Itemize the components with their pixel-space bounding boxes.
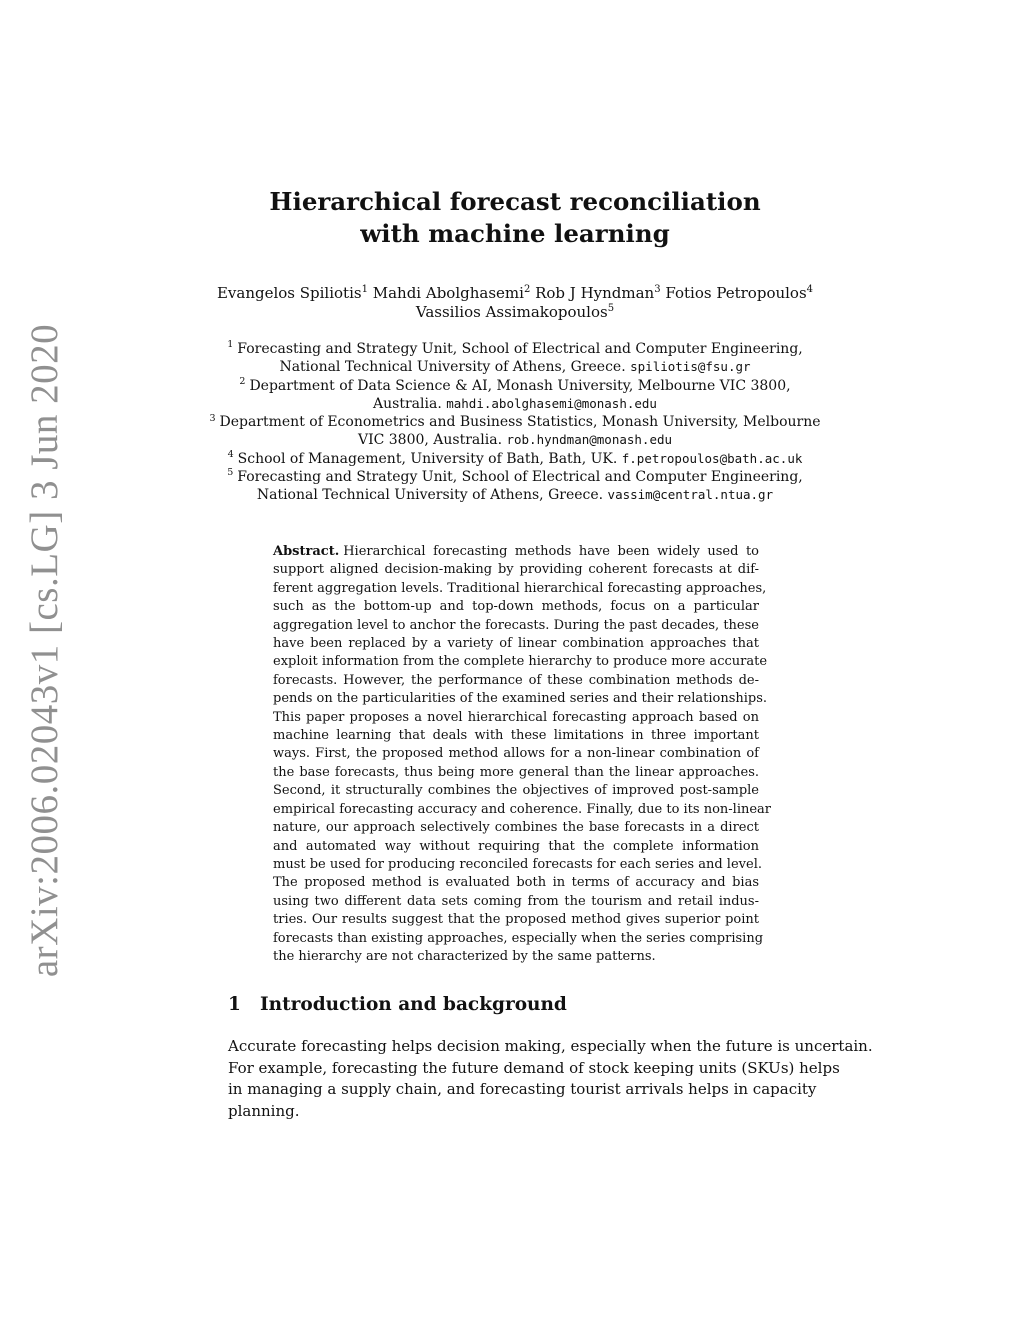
affiliation-mark: 4 (227, 449, 234, 461)
email-link[interactable]: mahdi.abolghasemi@monash.edu (446, 395, 657, 411)
affiliation-line (200, 395, 830, 413)
affiliations (200, 340, 830, 505)
body-line: Accurate forecasting helps decision making, especially when the future is uncertain. (228, 1037, 873, 1055)
abstract-line: forecasts than existing approaches, especially when the series comprising (273, 930, 764, 946)
affiliation-line (200, 340, 830, 358)
paper-title-line-1: Hierarchical forecast reconciliation (269, 187, 761, 216)
section-title: Introduction and background (260, 994, 567, 1015)
author-list (200, 284, 830, 322)
email-link[interactable]: f.petropoulos@bath.ac.uk (621, 450, 803, 466)
abstract-line: Second, it structurally combines the objectives of improved post-sample (273, 783, 759, 799)
affiliation-text: Department of Data Science & AI, Monash University, Melbourne VIC 3800, (249, 377, 791, 394)
affiliation-text: VIC 3800, Australia. (357, 432, 507, 449)
abstract-line: tries. Our results suggest that the proposed method gives superior point (273, 912, 759, 928)
body-line: in managing a supply chain, and forecasting tourist arrivals helps in capacity (228, 1080, 817, 1098)
abstract-line: aggregation level to anchor the forecasts. During the past decades, these (273, 617, 759, 633)
paper-title (0, 186, 1024, 250)
author-name: Vassilios Assimakopoulos (415, 303, 608, 321)
author-name: Mahdi Abolghasemi (372, 284, 524, 302)
abstract-line: ways. First, the proposed method allows for a non-linear combination of (273, 746, 759, 762)
abstract-line: exploit information from the complete hierarchy to produce more accurate (273, 654, 768, 670)
email-link[interactable]: spiliotis@fsu.gr (630, 359, 751, 375)
abstract-line: nature, our approach selectively combines the base forecasts in a direct (273, 820, 759, 836)
abstract-line: pends on the particularities of the examined series and their relationships. (273, 691, 768, 707)
author-mark: 3 (654, 284, 661, 295)
abstract-line: empirical forecasting accuracy and coherence. Finally, due to its non-linear (273, 801, 772, 817)
intro-paragraph (228, 1036, 873, 1122)
author-name: Evangelos Spiliotis (216, 284, 362, 302)
affiliation-line (200, 468, 830, 486)
author-mark: 4 (806, 284, 814, 295)
abstract-label: Abstract. (273, 544, 340, 559)
abstract-line: The proposed method is evaluated both in terms of accuracy and bias (273, 875, 759, 891)
affiliation-text: Forecasting and Strategy Unit, School of Electrical and Computer Engineering, (237, 341, 803, 357)
abstract-line: forecasts. However, the performance of these combination methods de- (273, 672, 759, 688)
author-mark: 5 (607, 303, 615, 314)
abstract-line: using two different data sets coming from the tourism and retail indus- (273, 893, 759, 909)
affiliation-line (200, 431, 830, 449)
abstract-line: the hierarchy are not characterized by the same patterns. (273, 948, 656, 964)
affiliation-line (200, 413, 830, 431)
body-line: For example, forecasting the future demand of stock keeping units (SKUs) helps (228, 1058, 840, 1077)
email-link[interactable]: vassim@central.ntua.gr (607, 487, 774, 503)
author-line-1 (200, 284, 830, 303)
affiliation-line (200, 358, 830, 376)
affiliation-mark: 5 (227, 467, 234, 479)
arxiv-identifier-text: arXiv:2006.02043v1 [cs.LG] 3 Jun 2020 (23, 323, 67, 977)
abstract-line: such as the bottom-up and top-down methods, focus on a particular (273, 599, 759, 615)
abstract-block (273, 543, 772, 966)
author-name: Fotios Petropoulos (665, 284, 807, 302)
affiliation-mark: 1 (227, 339, 234, 351)
affiliation-text: National Technical University of Athens, Greece. (256, 487, 608, 504)
author-mark: 2 (523, 284, 531, 295)
affiliation-text: School of Management, University of Bath, Bath, UK. (237, 450, 622, 467)
abstract-line: support aligned decision-making by providing coherent forecasts at dif- (273, 562, 759, 578)
abstract-line: This paper proposes a novel hierarchical forecasting approach based on (273, 709, 759, 725)
affiliation-text: National Technical University of Athens, Greece. (279, 359, 631, 376)
arxiv-identifier-stamp (20, 323, 70, 977)
abstract-line (273, 543, 759, 561)
affiliation-mark: 2 (239, 375, 246, 387)
paper-title-line-2: with machine learning (360, 219, 670, 248)
author-mark: 1 (361, 284, 368, 295)
abstract-line-text: Hierarchical forecasting methods have been widely used to (343, 544, 759, 559)
section-heading (228, 994, 808, 1015)
abstract-line: must be used for producing reconciled forecasts for each series and level. (273, 856, 762, 872)
section-number: 1 (228, 994, 241, 1015)
affiliation-line (200, 450, 830, 468)
abstract-line: have been replaced by a variety of linear combination approaches that (273, 636, 759, 652)
affiliation-text: Forecasting and Strategy Unit, School of Electrical and Computer Engineering, (237, 469, 803, 486)
author-name: Rob J Hyndman (535, 284, 655, 302)
email-link[interactable]: rob.hyndman@monash.edu (506, 432, 673, 448)
affiliation-line (200, 377, 830, 395)
abstract-line: the base forecasts, thus being more general than the linear approaches. (273, 764, 759, 780)
affiliation-text: Australia. (373, 395, 447, 412)
abstract-line: and automated way without requiring that the complete information (273, 838, 759, 854)
abstract-line: ferent aggregation levels. Traditional hierarchical forecasting approaches, (273, 580, 767, 596)
body-line: planning. (228, 1101, 300, 1120)
author-line-2 (200, 303, 830, 322)
affiliation-mark: 3 (209, 412, 216, 424)
affiliation-line (200, 486, 830, 504)
abstract-line: machine learning that deals with these limitations in three important (273, 728, 759, 744)
affiliation-text: Department of Econometrics and Business Statistics, Monash University, Melbourne (219, 414, 821, 431)
